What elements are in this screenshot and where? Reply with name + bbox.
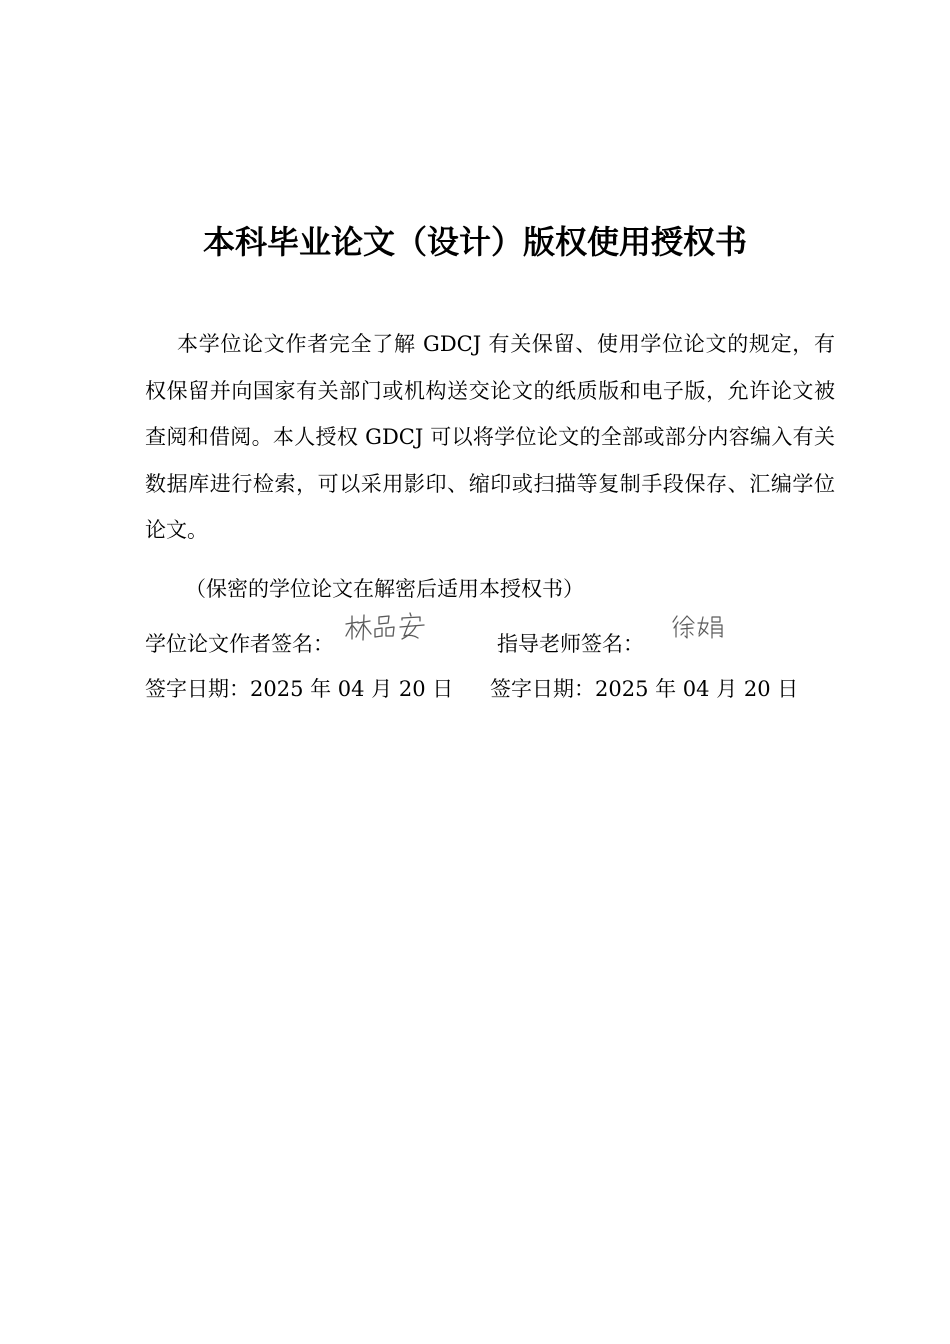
authorization-paragraph: 本学位论文作者完全了解 GDCJ 有关保留、使用学位论文的规定，有权保留并向国家有关部门或机构送交论文的纸质版和电子版，允许论文被查阅和借阅。本人授权 GDCJ 可以将学位论文的全部或部分内容编入有关数据库进行检索，可以采用影印、缩印或扫描等复制手段保存、汇编学位论文。 [145,332,835,542]
confidential-note: （保密的学位论文在解密后适用本授权书） [185,577,584,601]
document-title: 本科毕业论文（设计）版权使用授权书 [202,223,747,261]
author-signature-label: 学位论文作者签名： [145,632,334,656]
advisor-signature-label: 指导老师签名： [497,632,644,656]
advisor-signature [672,614,728,640]
author-signature [344,612,428,644]
author-sign-date: 签字日期：2025 年 04 月 20 日 [145,677,454,701]
advisor-sign-date: 签字日期：2025 年 04 月 20 日 [490,677,799,701]
